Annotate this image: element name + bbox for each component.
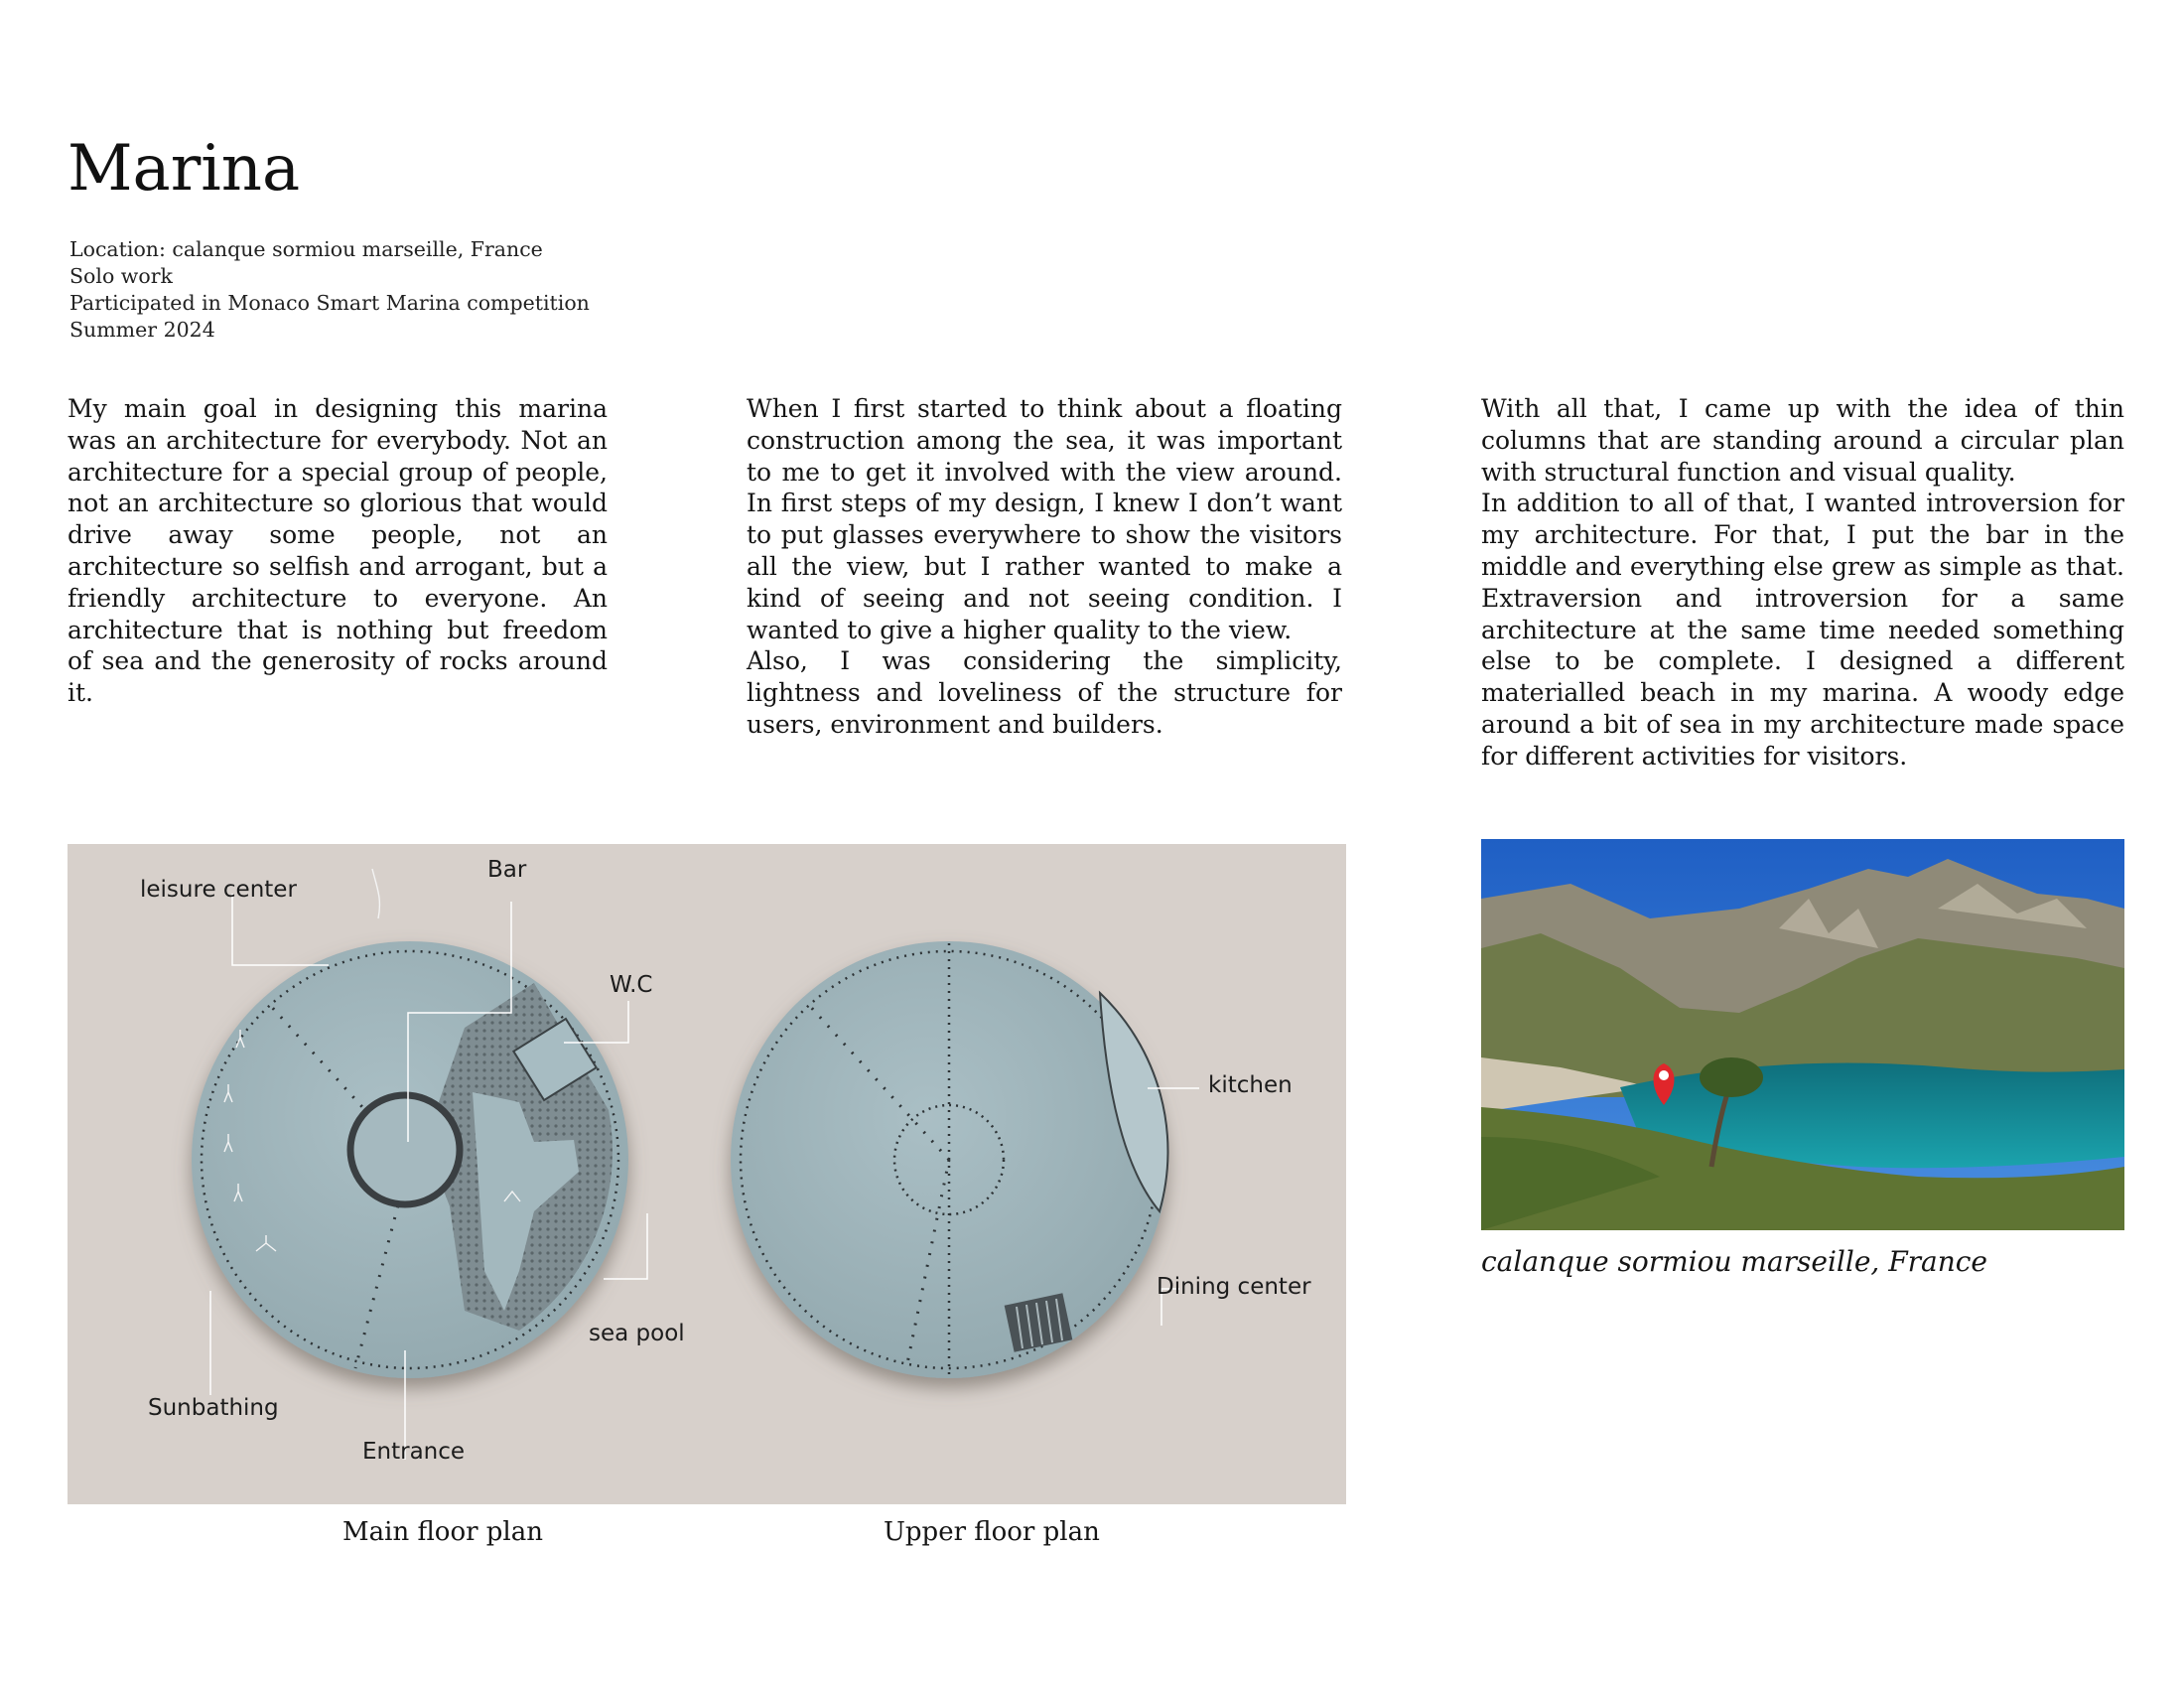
- site-photo-caption: calanque sormiou marseille, France: [1481, 1245, 1987, 1278]
- caption-main-floor-plan: Main floor plan: [342, 1517, 543, 1547]
- paragraph: My main goal in designing this marina was an architecture for everybody. Not an architecture for a special group of people, not an architecture so glorious that would drive away some people, not an architecture so selfish and arrogant, but a friendly architecture to everyone. An architecture that is nothing but freedom of sea and the generosity of rocks around it.: [68, 394, 608, 708]
- meta-date: Summer 2024: [69, 318, 215, 342]
- text-column-3: [1481, 393, 2124, 773]
- meta-work: Solo work: [69, 264, 173, 288]
- meta-competition: Participated in Monaco Smart Marina competition: [69, 291, 590, 315]
- label-kitchen: kitchen: [1208, 1072, 1293, 1098]
- label-bar: Bar: [487, 857, 527, 883]
- label-sea-pool: sea pool: [589, 1321, 685, 1346]
- main-floor-plan: [140, 857, 685, 1465]
- meta-location: Location: calanque sormiou marseille, France: [69, 237, 543, 261]
- bar-ring: [350, 1095, 460, 1204]
- label-dining-center: Dining center: [1157, 1274, 1311, 1300]
- paragraph: When I first started to think about a floating construction among the sea, it was important to me to get it involved with the view around. In first steps of my design, I knew I don’t want to put glasses everywhere to show the visitors all the view, but I rather wanted to make a kind of seeing and not seeing condition. I wanted to give a higher quality to the view.: [747, 394, 1342, 644]
- project-meta: [69, 236, 590, 344]
- floor-plans-panel: [68, 844, 1346, 1504]
- paragraph: In addition to all of that, I wanted introversion for my architecture. For that, I put the bar in the middle and everything else grew as simple as that. Extraversion and introversion for a same architecture at the same time needed something else to be complete. I designed a different materialled beach in my marina. A woody edge around a bit of sea in my architecture made space for different activities for visitors.: [1481, 489, 2124, 771]
- floor-plans-drawing: [68, 844, 1346, 1504]
- text-column-1: [68, 393, 608, 709]
- paragraph: Also, I was considering the simplicity, lightness and loveliness of the structure for users, environment and builders.: [747, 646, 1342, 739]
- page-title: Marina: [68, 132, 301, 206]
- label-wc: W.C: [610, 972, 653, 998]
- label-leisure-center: leisure center: [140, 877, 297, 903]
- caption-upper-floor-plan: Upper floor plan: [884, 1517, 1100, 1547]
- label-entrance: Entrance: [362, 1439, 466, 1465]
- label-sunbathing: Sunbathing: [148, 1395, 279, 1421]
- site-photo: [1481, 839, 2124, 1230]
- text-column-2: [747, 393, 1342, 741]
- upper-floor-plan: [731, 941, 1311, 1378]
- site-photo-drawing: [1481, 839, 2124, 1230]
- paragraph: With all that, I came up with the idea of thin columns that are standing around a circular plan with structural function and visual quality.: [1481, 394, 2124, 487]
